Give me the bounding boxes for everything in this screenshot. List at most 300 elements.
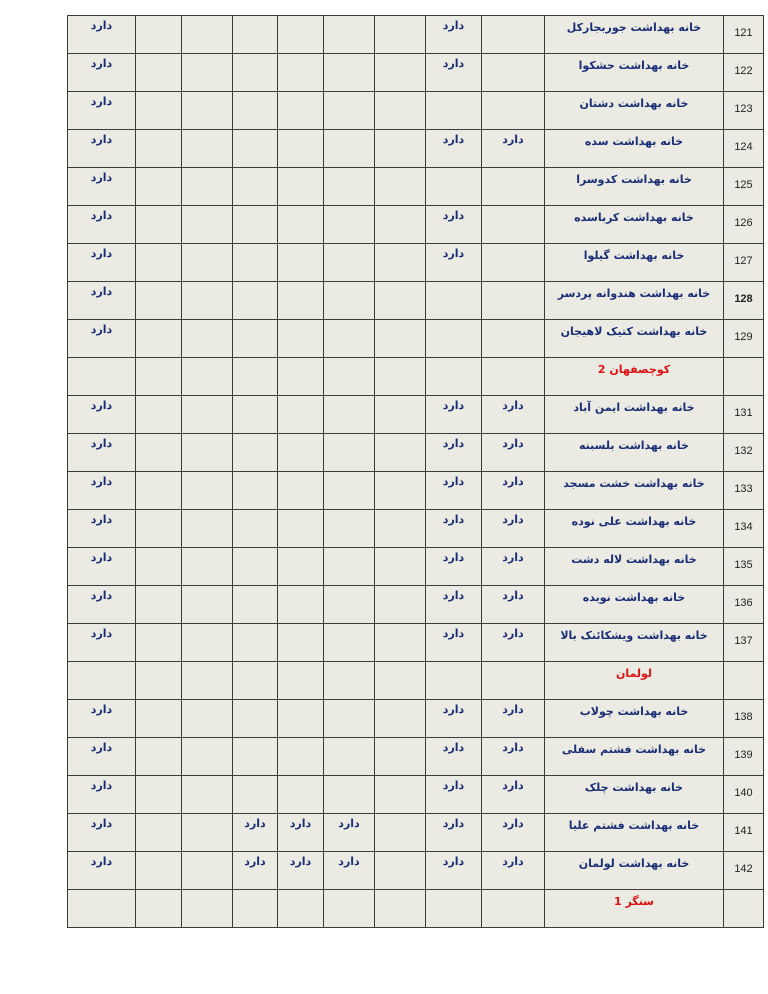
- status-mark: [136, 510, 181, 513]
- status-cell: [278, 434, 324, 472]
- row-number-text: 132: [734, 445, 753, 457]
- status-cell: [375, 510, 426, 548]
- status-mark: دارد: [442, 133, 465, 146]
- status-mark: [136, 320, 181, 323]
- row-number-text: 128: [734, 293, 753, 305]
- status-cell: [136, 624, 182, 662]
- status-mark: [136, 814, 181, 817]
- status-cell: [426, 586, 482, 624]
- status-cell: [482, 54, 545, 92]
- status-cell: [375, 244, 426, 282]
- name-text: خانه بهداشت علی نوده: [571, 515, 697, 528]
- status-cell: [482, 168, 545, 206]
- status-cell: [233, 396, 278, 434]
- status-cell: [68, 776, 136, 814]
- status-mark: [324, 624, 374, 627]
- row-number: [724, 700, 764, 738]
- status-mark: دارد: [442, 399, 465, 412]
- status-mark: [375, 814, 425, 817]
- status-mark: دارد: [338, 855, 360, 868]
- status-mark: [375, 700, 425, 703]
- section-title: [545, 890, 724, 928]
- facility-name: [545, 282, 724, 320]
- empty-cell: [182, 890, 233, 928]
- status-cell: [182, 16, 233, 54]
- row-number: [724, 624, 764, 662]
- status-mark: [278, 624, 323, 627]
- status-mark: دارد: [502, 703, 524, 716]
- status-cell: [233, 130, 278, 168]
- status-mark: [278, 92, 323, 95]
- empty-cell: [482, 358, 545, 396]
- status-cell: [426, 472, 482, 510]
- facility-name: [545, 434, 724, 472]
- table-row: [68, 852, 764, 890]
- status-mark: [482, 282, 544, 285]
- empty-cell: [182, 358, 233, 396]
- status-cell: [426, 852, 482, 890]
- status-mark: [324, 54, 374, 57]
- status-mark: [278, 244, 323, 247]
- status-mark: [233, 54, 277, 57]
- status-mark: [324, 738, 374, 741]
- status-cell: [68, 282, 136, 320]
- status-mark: دارد: [90, 285, 113, 298]
- status-mark: [136, 738, 181, 741]
- status-cell: [233, 282, 278, 320]
- status-mark: دارد: [502, 133, 524, 146]
- status-mark: [278, 206, 323, 209]
- status-cell: [278, 130, 324, 168]
- status-mark: [278, 396, 323, 399]
- status-mark: [136, 396, 181, 399]
- status-mark: [375, 206, 425, 209]
- status-cell: [136, 92, 182, 130]
- facility-name: [545, 624, 724, 662]
- status-cell: [68, 700, 136, 738]
- status-cell: [136, 776, 182, 814]
- status-mark: دارد: [442, 209, 465, 222]
- status-cell: [324, 472, 375, 510]
- status-cell: [233, 472, 278, 510]
- status-cell: [233, 586, 278, 624]
- status-cell: [324, 586, 375, 624]
- status-cell: [375, 548, 426, 586]
- status-mark: [136, 852, 181, 855]
- facility-name: [545, 586, 724, 624]
- status-cell: [324, 624, 375, 662]
- table-row: [68, 776, 764, 814]
- empty-cell: [324, 358, 375, 396]
- status-mark: [324, 206, 374, 209]
- status-cell: [324, 396, 375, 434]
- row-number: [724, 130, 764, 168]
- empty-cell: [324, 890, 375, 928]
- status-mark: دارد: [502, 627, 524, 640]
- status-mark: دارد: [442, 779, 465, 792]
- status-cell: [324, 700, 375, 738]
- status-cell: [278, 54, 324, 92]
- status-mark: دارد: [90, 741, 113, 754]
- status-mark: [182, 434, 232, 437]
- status-mark: [278, 510, 323, 513]
- table-row: [68, 244, 764, 282]
- status-mark: [482, 54, 544, 57]
- status-mark: [324, 92, 374, 95]
- status-cell: [68, 510, 136, 548]
- status-mark: دارد: [442, 551, 465, 564]
- status-mark: [136, 92, 181, 95]
- status-mark: دارد: [90, 323, 113, 336]
- status-cell: [324, 206, 375, 244]
- status-mark: دارد: [90, 19, 113, 32]
- status-cell: [182, 434, 233, 472]
- status-mark: [233, 320, 277, 323]
- status-cell: [68, 244, 136, 282]
- status-mark: دارد: [442, 19, 465, 32]
- name-text: خانه بهداشت دشتان: [579, 97, 689, 110]
- name-text: خانه بهداشت کتیک لاهیجان: [560, 325, 708, 338]
- status-mark: [324, 244, 374, 247]
- row-number: [724, 472, 764, 510]
- status-cell: [233, 54, 278, 92]
- status-mark: دارد: [442, 475, 465, 488]
- status-cell: [136, 320, 182, 358]
- status-cell: [426, 548, 482, 586]
- status-mark: [136, 548, 181, 551]
- status-mark: [136, 206, 181, 209]
- status-mark: دارد: [502, 513, 524, 526]
- empty-cell: [136, 662, 182, 700]
- facility-name: [545, 776, 724, 814]
- status-cell: [375, 624, 426, 662]
- row-number-text: 123: [734, 103, 753, 115]
- facility-name: [545, 396, 724, 434]
- status-cell: [278, 92, 324, 130]
- row-number-text: 131: [734, 407, 753, 419]
- status-mark: دارد: [442, 589, 465, 602]
- empty-cell: [136, 358, 182, 396]
- name-text: خانه بهداشت فشتم سفلی: [561, 743, 707, 756]
- status-mark: دارد: [90, 209, 113, 222]
- status-cell: [278, 206, 324, 244]
- facility-name: [545, 244, 724, 282]
- status-mark: [182, 738, 232, 741]
- name-text: خانه بهداشت نویده: [582, 591, 686, 604]
- status-mark: دارد: [90, 627, 113, 640]
- status-cell: [136, 168, 182, 206]
- status-cell: [482, 700, 545, 738]
- status-mark: [233, 92, 277, 95]
- status-cell: [136, 396, 182, 434]
- section-title: [545, 358, 724, 396]
- status-cell: [324, 16, 375, 54]
- status-cell: [136, 738, 182, 776]
- status-cell: [482, 282, 545, 320]
- status-cell: [375, 852, 426, 890]
- status-mark: [182, 168, 232, 171]
- status-cell: [278, 776, 324, 814]
- status-cell: [375, 320, 426, 358]
- status-mark: [233, 738, 277, 741]
- status-mark: [324, 776, 374, 779]
- row-number-text: 139: [734, 749, 753, 761]
- status-cell: [233, 738, 278, 776]
- status-cell: [482, 434, 545, 472]
- status-mark: دارد: [90, 513, 113, 526]
- status-cell: [68, 16, 136, 54]
- status-mark: [324, 472, 374, 475]
- table-row: [68, 130, 764, 168]
- empty-cell: [278, 358, 324, 396]
- status-mark: دارد: [244, 855, 266, 868]
- status-mark: دارد: [289, 817, 312, 830]
- status-cell: [233, 624, 278, 662]
- status-cell: [68, 396, 136, 434]
- status-cell: [278, 852, 324, 890]
- status-cell: [182, 92, 233, 130]
- row-number-text: [724, 662, 763, 672]
- status-mark: دارد: [90, 475, 113, 488]
- status-mark: [375, 16, 425, 19]
- status-mark: دارد: [442, 247, 465, 260]
- status-cell: [278, 700, 324, 738]
- status-cell: [278, 244, 324, 282]
- name-text: خانه بهداشت لولمان: [578, 857, 690, 870]
- table-row: [68, 54, 764, 92]
- status-cell: [278, 320, 324, 358]
- status-cell: [375, 700, 426, 738]
- status-mark: [426, 282, 481, 285]
- status-cell: [426, 738, 482, 776]
- status-cell: [375, 738, 426, 776]
- row-number-text: 137: [734, 635, 753, 647]
- status-cell: [233, 700, 278, 738]
- status-mark: [182, 624, 232, 627]
- status-cell: [482, 396, 545, 434]
- status-cell: [324, 434, 375, 472]
- row-number-text: 134: [734, 521, 753, 533]
- status-cell: [136, 814, 182, 852]
- status-mark: [182, 54, 232, 57]
- status-cell: [68, 586, 136, 624]
- row-number: [724, 852, 764, 890]
- status-mark: دارد: [502, 551, 524, 564]
- status-mark: [324, 548, 374, 551]
- status-mark: [426, 92, 481, 95]
- table-row: [68, 320, 764, 358]
- status-mark: [278, 130, 323, 133]
- status-mark: [375, 54, 425, 57]
- status-cell: [324, 814, 375, 852]
- status-cell: [324, 244, 375, 282]
- row-number-text: 127: [734, 255, 753, 267]
- status-cell: [278, 548, 324, 586]
- status-mark: دارد: [90, 437, 113, 450]
- status-mark: [482, 206, 544, 209]
- table-row: [68, 396, 764, 434]
- status-mark: [136, 130, 181, 133]
- name-text: لولمان: [615, 667, 653, 680]
- status-cell: [426, 396, 482, 434]
- status-cell: [324, 548, 375, 586]
- row-number: [724, 776, 764, 814]
- status-mark: [136, 586, 181, 589]
- facility-name: [545, 472, 724, 510]
- row-number: [724, 890, 764, 928]
- status-cell: [482, 244, 545, 282]
- status-cell: [375, 434, 426, 472]
- facility-name: [545, 92, 724, 130]
- status-cell: [426, 206, 482, 244]
- status-cell: [182, 510, 233, 548]
- status-cell: [233, 16, 278, 54]
- status-mark: [136, 434, 181, 437]
- status-cell: [182, 282, 233, 320]
- status-mark: دارد: [90, 779, 113, 792]
- status-cell: [324, 776, 375, 814]
- empty-cell: [233, 662, 278, 700]
- facility-name: [545, 700, 724, 738]
- row-number-text: 133: [734, 483, 753, 495]
- empty-cell: [136, 890, 182, 928]
- status-mark: [233, 168, 277, 171]
- status-mark: [482, 168, 544, 171]
- row-number: [724, 662, 764, 700]
- status-mark: [136, 700, 181, 703]
- status-cell: [68, 130, 136, 168]
- status-cell: [136, 510, 182, 548]
- status-cell: [136, 206, 182, 244]
- facility-name: [545, 54, 724, 92]
- status-cell: [233, 852, 278, 890]
- status-cell: [68, 320, 136, 358]
- name-text: خانه بهداشت بلسبنه: [579, 439, 689, 452]
- status-cell: [482, 738, 545, 776]
- empty-cell: [233, 358, 278, 396]
- section-header-row: [68, 358, 764, 396]
- status-cell: [136, 434, 182, 472]
- status-cell: [182, 54, 233, 92]
- empty-cell: [68, 358, 136, 396]
- table-row: [68, 738, 764, 776]
- status-mark: [375, 92, 425, 95]
- status-mark: [375, 548, 425, 551]
- status-mark: [136, 16, 181, 19]
- status-mark: دارد: [90, 95, 113, 108]
- status-cell: [68, 54, 136, 92]
- empty-cell: [324, 662, 375, 700]
- status-cell: [482, 852, 545, 890]
- status-mark: [375, 130, 425, 133]
- status-mark: [375, 320, 425, 323]
- empty-cell: [278, 662, 324, 700]
- status-mark: دارد: [90, 247, 113, 260]
- empty-cell: [233, 890, 278, 928]
- status-mark: [233, 510, 277, 513]
- status-mark: دارد: [442, 627, 465, 640]
- status-cell: [375, 282, 426, 320]
- status-cell: [324, 282, 375, 320]
- facility-name: [545, 510, 724, 548]
- status-cell: [482, 776, 545, 814]
- status-mark: [278, 548, 323, 551]
- name-text: خانه بهداشت چلک: [584, 781, 684, 794]
- status-mark: دارد: [442, 437, 465, 450]
- status-cell: [233, 168, 278, 206]
- status-mark: [324, 16, 374, 19]
- status-mark: [136, 282, 181, 285]
- status-mark: [375, 510, 425, 513]
- status-mark: [136, 54, 181, 57]
- status-mark: [426, 168, 481, 171]
- status-mark: [136, 244, 181, 247]
- row-number: [724, 434, 764, 472]
- status-mark: [482, 92, 544, 95]
- status-mark: دارد: [442, 703, 465, 716]
- status-mark: [482, 16, 544, 19]
- status-cell: [136, 130, 182, 168]
- row-number: [724, 54, 764, 92]
- status-cell: [324, 54, 375, 92]
- row-number-text: 129: [734, 331, 753, 343]
- status-mark: [375, 396, 425, 399]
- row-number: [724, 738, 764, 776]
- status-mark: [324, 168, 374, 171]
- status-cell: [68, 92, 136, 130]
- status-cell: [482, 320, 545, 358]
- name-text: خانه بهداشت ایمن آباد: [573, 401, 695, 414]
- status-cell: [375, 206, 426, 244]
- status-mark: [182, 206, 232, 209]
- table-row: [68, 206, 764, 244]
- row-number-text: 138: [734, 711, 753, 723]
- status-mark: [182, 472, 232, 475]
- facility-name: [545, 738, 724, 776]
- status-mark: [182, 586, 232, 589]
- row-number-text: 124: [734, 141, 753, 153]
- status-mark: [233, 776, 277, 779]
- row-number-text: [724, 358, 763, 368]
- status-cell: [182, 738, 233, 776]
- status-mark: [278, 434, 323, 437]
- status-cell: [233, 776, 278, 814]
- status-mark: [233, 472, 277, 475]
- status-cell: [324, 130, 375, 168]
- status-mark: [375, 586, 425, 589]
- status-mark: [278, 776, 323, 779]
- status-mark: [182, 814, 232, 817]
- status-cell: [68, 814, 136, 852]
- table-row: [68, 434, 764, 472]
- row-number-text: 121: [734, 27, 753, 39]
- facility-name: [545, 168, 724, 206]
- status-cell: [136, 852, 182, 890]
- status-cell: [182, 472, 233, 510]
- status-cell: [426, 130, 482, 168]
- status-cell: [233, 548, 278, 586]
- status-cell: [375, 396, 426, 434]
- status-cell: [278, 282, 324, 320]
- status-mark: [182, 244, 232, 247]
- empty-cell: [426, 662, 482, 700]
- facility-name: [545, 320, 724, 358]
- row-number-text: 122: [734, 65, 753, 77]
- name-text: خانه بهداشت چولاب: [579, 705, 689, 718]
- status-cell: [426, 320, 482, 358]
- status-mark: [324, 700, 374, 703]
- status-cell: [426, 54, 482, 92]
